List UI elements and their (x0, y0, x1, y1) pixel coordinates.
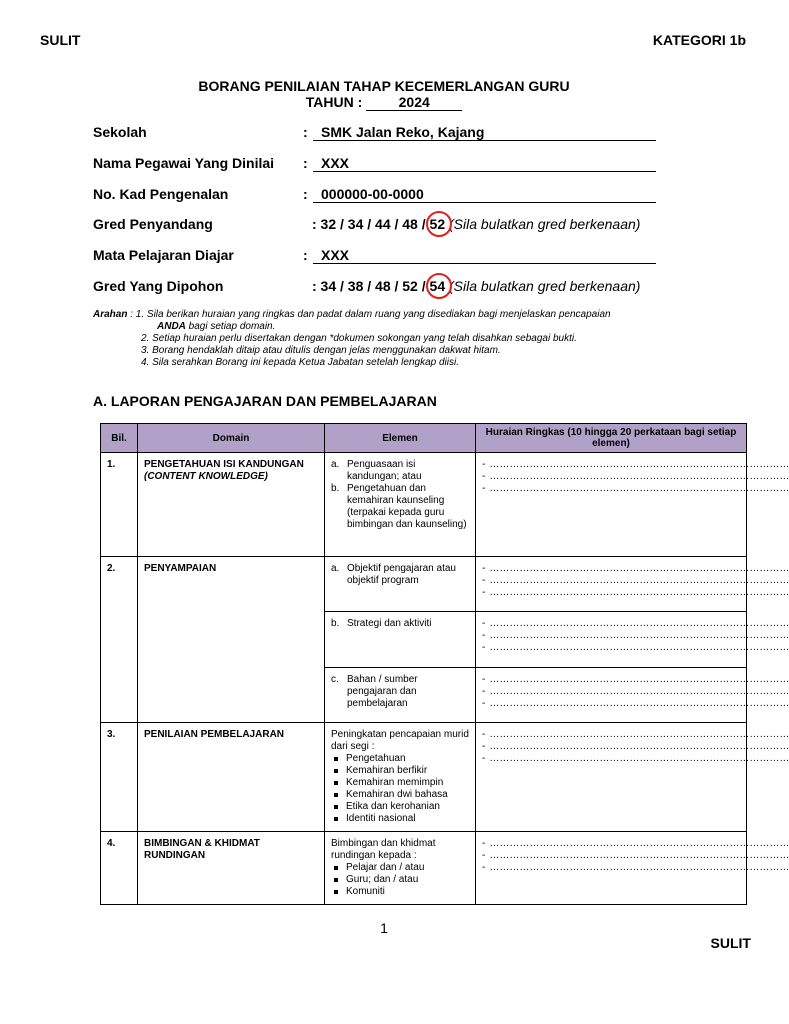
huraian-dash: - (482, 729, 486, 740)
bil-cell: 2. (101, 557, 138, 723)
huraian-dots: ……………………………………………………………………………… (489, 729, 789, 740)
huraian-dots: ……………………………………………………………………………… (489, 850, 789, 861)
bullet-icon (331, 753, 346, 765)
huraian-dots: ……………………………………………………………………………… (489, 686, 789, 697)
footer-sulit: SULIT (710, 935, 751, 951)
bullet-text: Kemahiran dwi bahasa (346, 789, 448, 800)
bullet-icon (331, 874, 346, 886)
huraian-cell[interactable] (476, 453, 789, 557)
huraian-line (482, 563, 789, 575)
form-year (0, 94, 768, 111)
huraian-dots: ……………………………………………………………………………… (489, 459, 789, 470)
elemen-text: Pengetahuan dan kemahiran kaunseling (terpakai kepada guru bimbingan dan kaunseling) (347, 483, 467, 530)
sekolah-field[interactable]: SMK Jalan Reko, Kajang (313, 124, 656, 141)
elemen-text: Objektif pengajaran atau objektif program (347, 563, 456, 586)
elemen-cell (325, 453, 476, 557)
huraian-dash: - (482, 630, 486, 641)
header-domain: Domain (138, 424, 325, 453)
gred-dipohon-label: Gred Yang Dipohon (93, 278, 224, 294)
huraian-line (482, 618, 789, 630)
instruction-2: 2. Setiap huraian perlu disertakan dengan *dokumen sokongan yang telah disahkan sebagai bukti. (141, 333, 577, 344)
elemen-label: b. (331, 618, 340, 629)
huraian-dash: - (482, 698, 486, 709)
elemen-intro: Bimbingan dan khidmat rundingan kepada : (331, 838, 436, 861)
huraian-line (482, 741, 789, 753)
mata-pelajaran-colon: : (303, 247, 308, 263)
huraian-dots: ……………………………………………………………………………… (489, 575, 789, 586)
huraian-cell[interactable] (476, 723, 789, 832)
form-title: BORANG PENILAIAN TAHAP KECEMERLANGAN GURU (198, 78, 570, 94)
huraian-line (482, 587, 789, 599)
mata-pelajaran-field[interactable]: XXX (313, 247, 656, 264)
assessment-table (100, 423, 789, 905)
bullet-item (331, 789, 469, 801)
bullet-item (331, 862, 469, 874)
huraian-dash: - (482, 686, 486, 697)
table-row (101, 832, 747, 905)
instructions (93, 309, 693, 369)
nama-field[interactable]: XXX (313, 155, 656, 172)
domain-text: PENGETAHUAN ISI KANDUNGAN (144, 459, 304, 470)
huraian-dash: - (482, 563, 486, 574)
instruction-4: 4. Sila serahkan Borang ini kepada Ketua Jabatan setelah lengkap diisi. (141, 357, 459, 368)
huraian-line (482, 698, 789, 710)
huraian-dash: - (482, 674, 486, 685)
bullet-text: Pengetahuan (346, 753, 406, 764)
huraian-line (482, 642, 789, 654)
bullet-item (331, 765, 469, 777)
huraian-dash: - (482, 850, 486, 861)
bullet-item (331, 874, 469, 886)
elemen-cell (325, 723, 476, 832)
elemen-item (331, 618, 469, 630)
elemen-item (331, 483, 469, 531)
huraian-line (482, 674, 789, 686)
huraian-dash: - (482, 642, 486, 653)
bullet-icon (331, 862, 346, 874)
bullet-text: Pelajar dan / atau (346, 862, 425, 873)
bullet-text: Etika dan kerohanian (346, 801, 440, 812)
huraian-dots: ……………………………………………………………………………… (489, 642, 789, 653)
huraian-dash: - (482, 459, 486, 470)
huraian-dots: ……………………………………………………………………………… (489, 741, 789, 752)
gred-dipohon-selected: 54 (429, 278, 446, 294)
gred-dipohon-options[interactable] (312, 278, 640, 294)
instruction-1-text: : 1. Sila berikan huraian yang ringkas dan padat dalam ruang yang disediakan bagi menjelaskan pencapaian (130, 309, 611, 320)
instruction-1-end: bagi setiap domain. (188, 321, 276, 332)
huraian-dots: ……………………………………………………………………………… (489, 838, 789, 849)
huraian-cell[interactable] (476, 612, 789, 668)
gred-penyandang-options[interactable] (312, 216, 640, 232)
huraian-line (482, 575, 789, 587)
instruction-anda: ANDA (157, 321, 186, 332)
domain-english: (CONTENT KNOWLEDGE) (144, 471, 268, 482)
huraian-dots: ……………………………………………………………………………… (489, 674, 789, 685)
kad-colon: : (303, 186, 308, 202)
huraian-line (482, 850, 789, 862)
instruction-prefix: Arahan (93, 309, 128, 320)
nama-colon: : (303, 155, 308, 171)
huraian-dots: ……………………………………………………………………………… (489, 862, 789, 873)
bil-cell: 1. (101, 453, 138, 557)
huraian-dots: ……………………………………………………………………………… (489, 471, 789, 482)
header-sulit: SULIT (40, 32, 81, 48)
table-row (101, 723, 747, 832)
huraian-line (482, 471, 789, 483)
elemen-item (331, 563, 469, 587)
instruction-1 (93, 309, 693, 321)
domain-cell (138, 453, 325, 557)
elemen-item (331, 674, 469, 710)
header-huraian: Huraian Ringkas (10 hingga 20 perkataan bagi setiap elemen) (476, 424, 747, 453)
bullet-text: Komuniti (346, 886, 385, 897)
huraian-line (482, 630, 789, 642)
elemen-cell (325, 557, 476, 612)
page-number: 1 (380, 920, 388, 936)
instruction-1-cont (93, 321, 693, 333)
huraian-dots: ……………………………………………………………………………… (489, 587, 789, 598)
elemen-label: c. (331, 674, 339, 685)
bullet-icon (331, 801, 346, 813)
mata-pelajaran-label: Mata Pelajaran Diajar (93, 247, 234, 263)
bullet-text: Kemahiran berfikir (346, 765, 428, 776)
huraian-cell[interactable] (476, 832, 789, 905)
huraian-line (482, 459, 789, 471)
table-row (101, 557, 747, 612)
elemen-text: Strategi dan aktiviti (347, 618, 432, 629)
bullet-item (331, 801, 469, 813)
section-title: A. LAPORAN PENGAJARAN DAN PEMBELAJARAN (93, 393, 437, 409)
bil-cell: 4. (101, 832, 138, 905)
huraian-cell[interactable] (476, 557, 789, 612)
bullet-icon (331, 813, 346, 825)
huraian-dash: - (482, 838, 486, 849)
bil-cell: 3. (101, 723, 138, 832)
huraian-dots: ……………………………………………………………………………… (489, 753, 789, 764)
huraian-dash: - (482, 471, 486, 482)
bullet-text: Kemahiran memimpin (346, 777, 444, 788)
huraian-cell[interactable] (476, 668, 789, 723)
huraian-line (482, 729, 789, 741)
elemen-text: Bahan / sumber pengajaran dan pembelajaran (347, 674, 418, 709)
bullet-item (331, 886, 469, 898)
header-bil: Bil. (101, 424, 138, 453)
bullet-item (331, 753, 469, 765)
gred-penyandang-selected: 52 (429, 216, 446, 232)
bullet-icon (331, 886, 346, 898)
domain-cell: PENILAIAN PEMBELAJARAN (138, 723, 325, 832)
huraian-dots: ……………………………………………………………………………… (489, 630, 789, 641)
kad-field[interactable]: 000000-00-0000 (313, 186, 656, 203)
huraian-line (482, 686, 789, 698)
bullet-icon (331, 789, 346, 801)
header-elemen: Elemen (325, 424, 476, 453)
sekolah-label: Sekolah (93, 124, 147, 140)
huraian-dash: - (482, 587, 486, 598)
bullet-text: Guru; dan / atau (346, 874, 419, 885)
instruction-3: 3. Borang hendaklah ditaip atau ditulis dengan jelas menggunakan dakwat hitam. (141, 345, 501, 356)
bullet-icon (331, 765, 346, 777)
huraian-dots: ……………………………………………………………………………… (489, 563, 789, 574)
gred-dipohon-list: : 34 / 38 / 48 / 52 / (312, 278, 426, 294)
huraian-dots: ……………………………………………………………………………… (489, 618, 789, 629)
gred-penyandang-label: Gred Penyandang (93, 216, 213, 232)
huraian-dash: - (482, 741, 486, 752)
elemen-text: Penguasaan isi kandungan; atau (347, 459, 422, 482)
elemen-label: a. (331, 563, 340, 574)
domain-cell: PENYAMPAIAN (138, 557, 325, 723)
elemen-item (331, 459, 469, 483)
huraian-line (482, 483, 789, 495)
elemen-label: b. (331, 483, 340, 494)
huraian-line (482, 862, 789, 874)
domain-cell: BIMBINGAN & KHIDMAT RUNDINGAN (138, 832, 325, 905)
elemen-intro: Peningkatan pencapaian murid dari segi : (331, 729, 469, 752)
huraian-dash: - (482, 575, 486, 586)
bullet-item (331, 813, 469, 825)
gred-penyandang-note: (Sila bulatkan gred berkenaan) (449, 216, 641, 232)
header-kategori: KATEGORI 1b (652, 32, 746, 48)
year-value: 2024 (366, 95, 462, 111)
year-label: TAHUN : (305, 94, 363, 110)
huraian-dots: ……………………………………………………………………………… (489, 698, 789, 709)
kad-label: No. Kad Pengenalan (93, 186, 229, 202)
gred-penyandang-list: : 32 / 34 / 44 / 48 / (312, 216, 426, 232)
elemen-label: a. (331, 459, 340, 470)
bullet-text: Identiti nasional (346, 813, 416, 824)
sekolah-colon: : (303, 124, 308, 140)
elemen-cell (325, 832, 476, 905)
bullet-icon (331, 777, 346, 789)
elemen-cell (325, 668, 476, 723)
table-row (101, 453, 747, 557)
huraian-line (482, 753, 789, 765)
huraian-dots: ……………………………………………………………………………… (489, 483, 789, 494)
huraian-dash: - (482, 862, 486, 873)
huraian-dash: - (482, 753, 486, 764)
bullet-item (331, 777, 469, 789)
nama-label: Nama Pegawai Yang Dinilai (93, 155, 275, 171)
huraian-line (482, 838, 789, 850)
table-header-row (101, 424, 747, 453)
gred-dipohon-note: (Sila bulatkan gred berkenaan) (449, 278, 641, 294)
huraian-dash: - (482, 483, 486, 494)
huraian-dash: - (482, 618, 486, 629)
elemen-cell (325, 612, 476, 668)
